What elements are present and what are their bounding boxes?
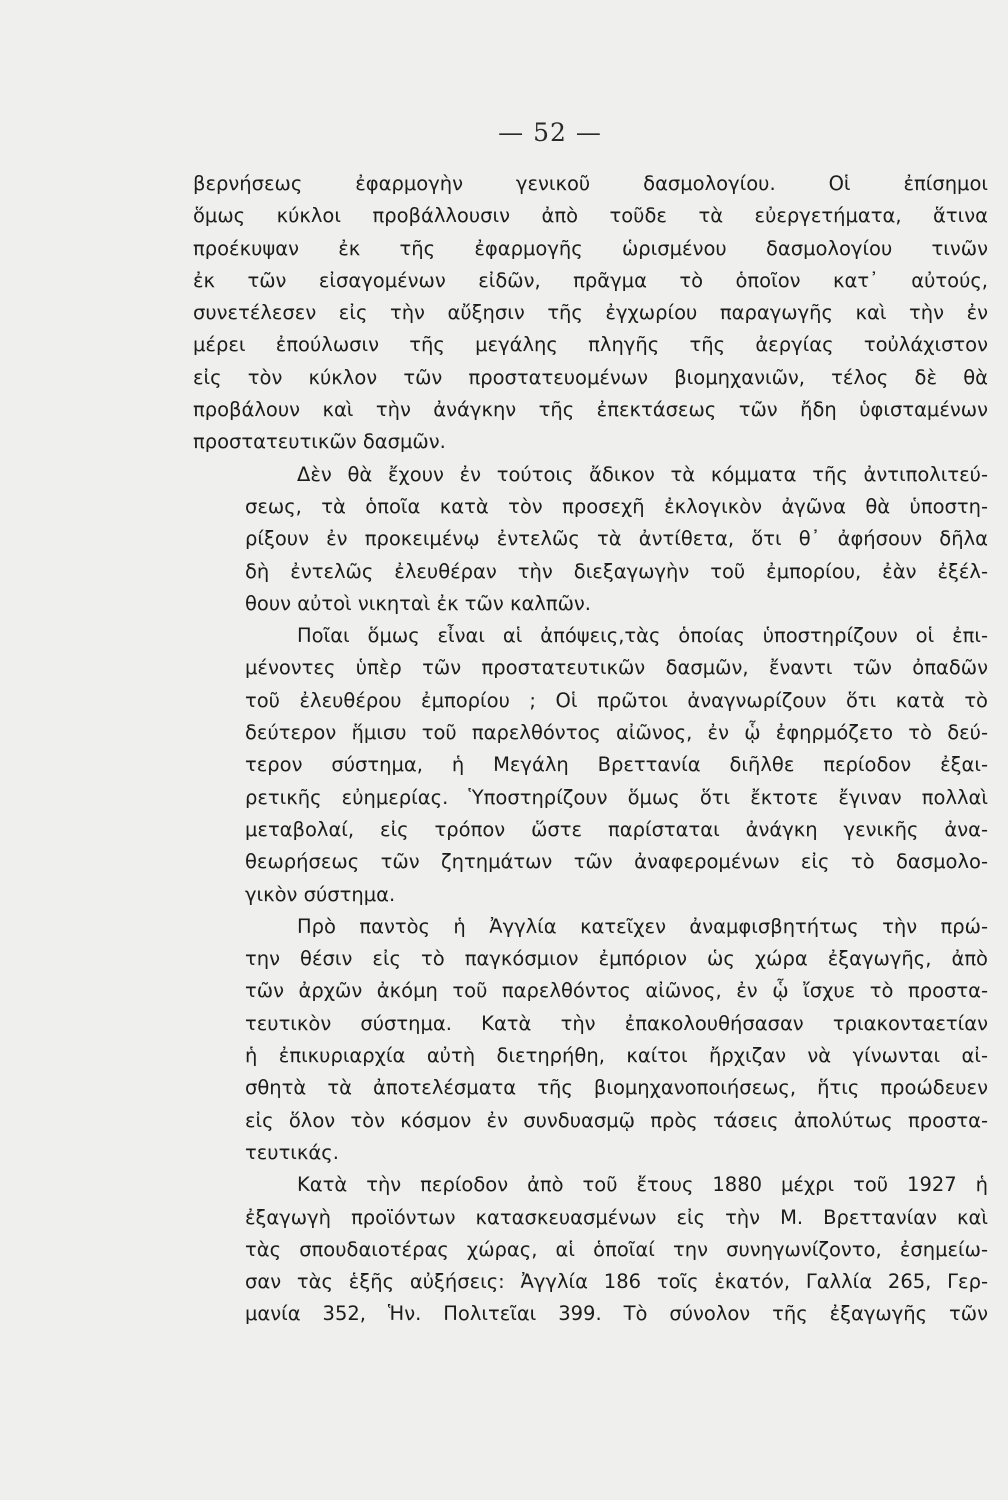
text-line: ρετικῆς εὐημερίας. Ὑποστηρίζουν ὅμως ὅτι ἔκτοτε ἔγιναν πολλαὶ [245,785,988,809]
text-line: μέρει ἐπούλωσιν τῆς μεγάλης πληγῆς τῆς ἀεργίας τοὐλάχιστον [193,333,988,357]
paragraph [193,1169,988,1330]
text-line: προέκυψαν ἐκ τῆς ἐφαρμογῆς ὡρισμένου δασμολογίου τινῶν [193,236,988,260]
text-line: ἐξαγωγὴ προϊόντων κατασκευασμένων εἰς τὴν Μ. Βρεττανίαν καὶ [245,1205,988,1229]
page-number: — 52 — [498,118,602,147]
text-line: ὅμως κύκλοι προβάλλουσιν ἀπὸ τοῦδε τὰ εὐεργετήματα, ἅτινα [193,204,988,228]
text-line: τευτικάς. [245,1140,339,1164]
text-line: προβάλουν καὶ τὴν ἀνάγκην τῆς ἐπεκτάσεως τῶν ἤδη ὑφισταμένων [193,398,988,422]
paragraph [193,620,988,911]
text-line: τὰς σπουδαιοτέρας χώρας, αἱ ὁποῖαί την συνηγωνίζοντο, ἐσημείω- [245,1237,988,1261]
text-line: μανία 352, Ἡν. Πολιτεῖαι 399. Τὸ σύνολον τῆς ἐξαγωγῆς τῶν [245,1302,988,1326]
text-line: εἰς ὅλον τὸν κόσμον ἐν συνδυασμῷ πρὸς τάσεις ἀπολύτως προστα- [245,1108,988,1132]
text-line: γικὸν σύστημα. [245,882,396,906]
text-line: ρίξουν ἐν προκειμένῳ ἐντελῶς τὰ ἀντίθετα, ὅτι θ᾽ ἀφήσουν δῆλα [245,527,988,551]
text-line: εἰς τὸν κύκλον τῶν προστατευομένων βιομηχανιῶν, τέλος δὲ θὰ [193,365,988,389]
paragraph [193,459,988,620]
text-line: ἡ ἐπικυριαρχία αὐτὴ διετηρήθη, καίτοι ἤρχιζαν νὰ γίνωνται αἰ- [245,1044,988,1068]
text-line: βερνήσεως ἐφαρμογὴν γενικοῦ δασμολογίου. Οἱ ἐπίσημοι [193,172,988,195]
text-line: τερον σύστημα, ἡ Μεγάλη Βρεττανία διῆλθε περίοδον ἐξαι- [245,753,988,777]
text-line: θουν αὐτοὶ νικηταὶ ἐκ τῶν καλπῶν. [245,591,592,615]
text-line: τῶν ἀρχῶν ἀκόμη τοῦ παρελθόντος αἰῶνος, ἐν ᾧ ἴσχυε τὸ προστα- [245,979,988,1003]
text-line: τευτικὸν σύστημα. Κατὰ τὴν ἐπακολουθήσασαν τριακονταετίαν [245,1011,988,1035]
body-text [193,168,988,1331]
paragraph [193,168,988,459]
text-line: θεωρήσεως τῶν ζητημάτων τῶν ἀναφερομένων εἰς τὸ δασμολο- [245,850,988,874]
text-line: σθητὰ τὰ ἀποτελέσματα τῆς βιομηχανοποιήσεως, ἥτις προώδευεν [245,1076,988,1100]
text-line: ἐκ τῶν εἰσαγομένων εἰδῶν, πρᾶγμα τὸ ὁποῖον κατ᾽ αὐτούς, [193,268,988,292]
text-line: προστατευτικῶν δασμῶν. [193,430,446,454]
text-line: σαν τὰς ἑξῆς αὐξήσεις: Ἀγγλία 186 τοῖς ἑκατόν, Γαλλία 265, Γερ- [245,1270,988,1294]
text-line: μένοντες ὑπὲρ τῶν προστατευτικῶν δασμῶν, ἔναντι τῶν ὀπαδῶν [245,656,988,680]
text-line: Πρὸ παντὸς ἡ Ἀγγλία κατεῖχεν ἀναμφισβητήτως τὴν πρώ- [297,914,988,938]
text-line: Δὲν θὰ ἔχουν ἐν τούτοις ἄδικον τὰ κόμματα τῆς ἀντιπολιτεύ- [297,462,988,486]
text-line: δεύτερον ἥμισυ τοῦ παρελθόντος αἰῶνος, ἐν ᾧ ἐφηρμόζετο τὸ δεύ- [245,721,988,745]
text-line: συνετέλεσεν εἰς τὴν αὔξησιν τῆς ἐγχωρίου παραγωγῆς καὶ τὴν ἐν [193,301,988,325]
text-line: την θέσιν εἰς τὸ παγκόσμιον ἐμπόριον ὡς χώρα ἐξαγωγῆς, ἀπὸ [245,947,988,971]
text-line: Κατὰ τὴν περίοδον ἀπὸ τοῦ ἔτους 1880 μέχρι τοῦ 1927 ἡ [297,1173,988,1197]
text-line: μεταβολαί, εἰς τρόπον ὥστε παρίσταται ἀνάγκη γενικῆς ἀνα- [245,817,988,841]
text-line: δὴ ἐντελῶς ἐλευθέραν τὴν διεξαγωγὴν τοῦ ἐμπορίου, ἐὰν ἐξέλ- [245,559,988,583]
text-line: Ποῖαι ὅμως εἶναι αἱ ἀπόψεις,τὰς ὁποίας ὑποστηρίζουν οἱ ἐπι- [297,624,988,648]
text-line: σεως, τὰ ὁποῖα κατὰ τὸν προσεχῆ ἐκλογικὸν ἀγῶνα θὰ ὑποστη- [245,494,988,518]
paragraph [193,911,988,1169]
text-line: τοῦ ἐλευθέρου ἐμπορίου ; Οἱ πρῶτοι ἀναγνωρίζουν ὅτι κατὰ τὸ [245,688,988,712]
